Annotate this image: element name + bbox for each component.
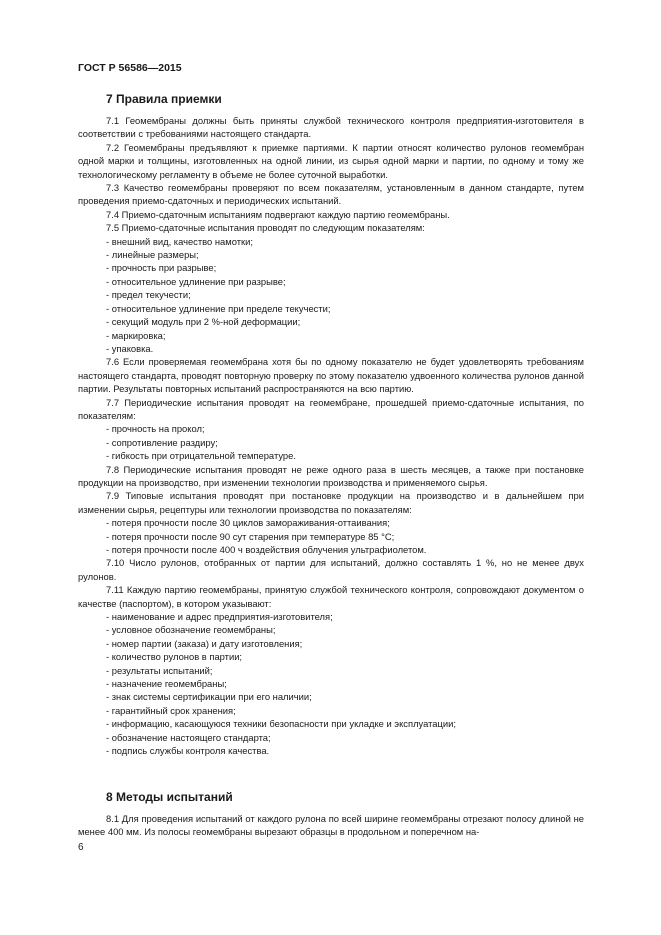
list-item: - обозначение настоящего стандарта;	[106, 731, 271, 743]
list-item: - предел текучести;	[106, 289, 191, 301]
list-item: - знак системы сертификации при его наличии;	[106, 691, 312, 703]
list-item: - упаковка.	[106, 342, 154, 354]
section-7-items	[78, 114, 584, 758]
paragraph: 7.5 Приемо-сдаточные испытания проводят по следующим показателям:	[106, 222, 425, 234]
list-item: - гарантийный срок хранения;	[106, 704, 236, 716]
list-item: - гибкость при отрицательной температуре.	[106, 450, 296, 462]
list-item: - сопротивление раздиру;	[106, 436, 218, 448]
list-item: - наименование и адрес предприятия-изготовителя;	[106, 611, 333, 623]
list-item: - потеря прочности после 90 сут старения при температуре 85 °С;	[106, 530, 395, 542]
list-item: - количество рулонов в партии;	[106, 651, 243, 663]
list-item: - потеря прочности после 400 ч воздействия облучения ультрафиолетом.	[106, 544, 427, 555]
list-item: - относительное удлинение при пределе текучести;	[106, 302, 331, 314]
paragraph: 7.8 Периодические испытания проводят не реже одного раза в шесть месяцев, а также при постановке продукции на производство, при изменении технологии производства и применяемого сырья.	[78, 463, 584, 488]
list-item: - подпись службы контроля качества.	[106, 745, 270, 757]
section-8-title: 8 Методы испытаний	[106, 790, 233, 804]
paragraph: 7.7 Периодические испытания проводят на геомембране, прошедшей приемо-сдаточные испытания, по показателям:	[78, 396, 584, 421]
paragraph: 7.1 Геомембраны должны быть приняты службой технического контроля предприятия-изготовителя в соответствии с требованиями настоящего стандарта.	[78, 115, 584, 140]
section-8-items	[78, 812, 584, 839]
list-item: - внешний вид, качество намотки;	[106, 235, 253, 247]
list-item: - секущий модуль при 2 %-ной деформации;	[106, 316, 301, 328]
list-item: - линейные размеры;	[106, 249, 199, 261]
paragraph: 7.4 Приемо-сдаточным испытаниям подвергают каждую партию геомембраны.	[106, 208, 450, 220]
page-number: 6	[78, 842, 84, 853]
section-7-body	[78, 114, 584, 758]
paragraph: 7.2 Геомембраны предъявляют к приемке партиями. К партии относят количество рулонов геомембран одной марки и толщины, изготовленных на одной линии, из сырья одной марки и партии, по одному и тому же технологическому регламенту в объеме не более суточной выработки.	[78, 141, 584, 180]
list-item: - прочность при разрыве;	[106, 262, 217, 274]
section-8-body	[78, 812, 584, 839]
list-item: - прочность на прокол;	[106, 423, 205, 435]
list-item: - результаты испытаний;	[106, 664, 213, 676]
paragraph: 7.11 Каждую партию геомембраны, принятую службой технического контроля, сопровождают документом о качестве (паспортом), в котором указывают:	[78, 584, 584, 609]
list-item: - назначение геомембраны;	[106, 678, 227, 690]
paragraph: 7.10 Число рулонов, отобранных от партии для испытаний, должно составлять 1 %, но не менее двух рулонов.	[78, 557, 584, 582]
paragraph: 7.9 Типовые испытания проводят при постановке продукции на производство и в дальнейшем при изменении сырья, рецептуры или технологии производства по показателям:	[78, 490, 584, 515]
list-item: - относительное удлинение при разрыве;	[106, 275, 286, 287]
list-item: - номер партии (заказа) и дату изготовления;	[106, 637, 303, 649]
document-header: ГОСТ Р 56586—2015	[78, 62, 182, 74]
list-item: - условное обозначение геомембраны;	[106, 624, 276, 636]
list-item: - потеря прочности после 30 циклов замораживания-оттаивания;	[106, 517, 390, 529]
list-item: - маркировка;	[106, 329, 166, 341]
paragraph: 7.3 Качество геомембраны проверяют по всем показателям, установленным в данном стандарте, путем проведения приемо-сдаточных и периодических испытаний.	[78, 182, 584, 207]
list-item: - информацию, касающуюся техники безопасности при укладке и эксплуатации;	[106, 718, 456, 730]
section-7-title: 7 Правила приемки	[106, 92, 222, 106]
paragraph: 8.1 Для проведения испытаний от каждого рулона по всей ширине геомембраны отрезают полосу длиной не менее 400 мм. Из полосы геомембраны вырезают образцы в продольном и поперечном на-	[78, 813, 584, 838]
paragraph: 7.6 Если проверяемая геомембрана хотя бы по одному показателю не будет удовлетворять требованиям настоящего стандарта, проводят повторную проверку по этому показателю удвоенного количества рулонов данной партии. Результаты повторных испытаний распространяются на всю партию.	[78, 356, 584, 395]
